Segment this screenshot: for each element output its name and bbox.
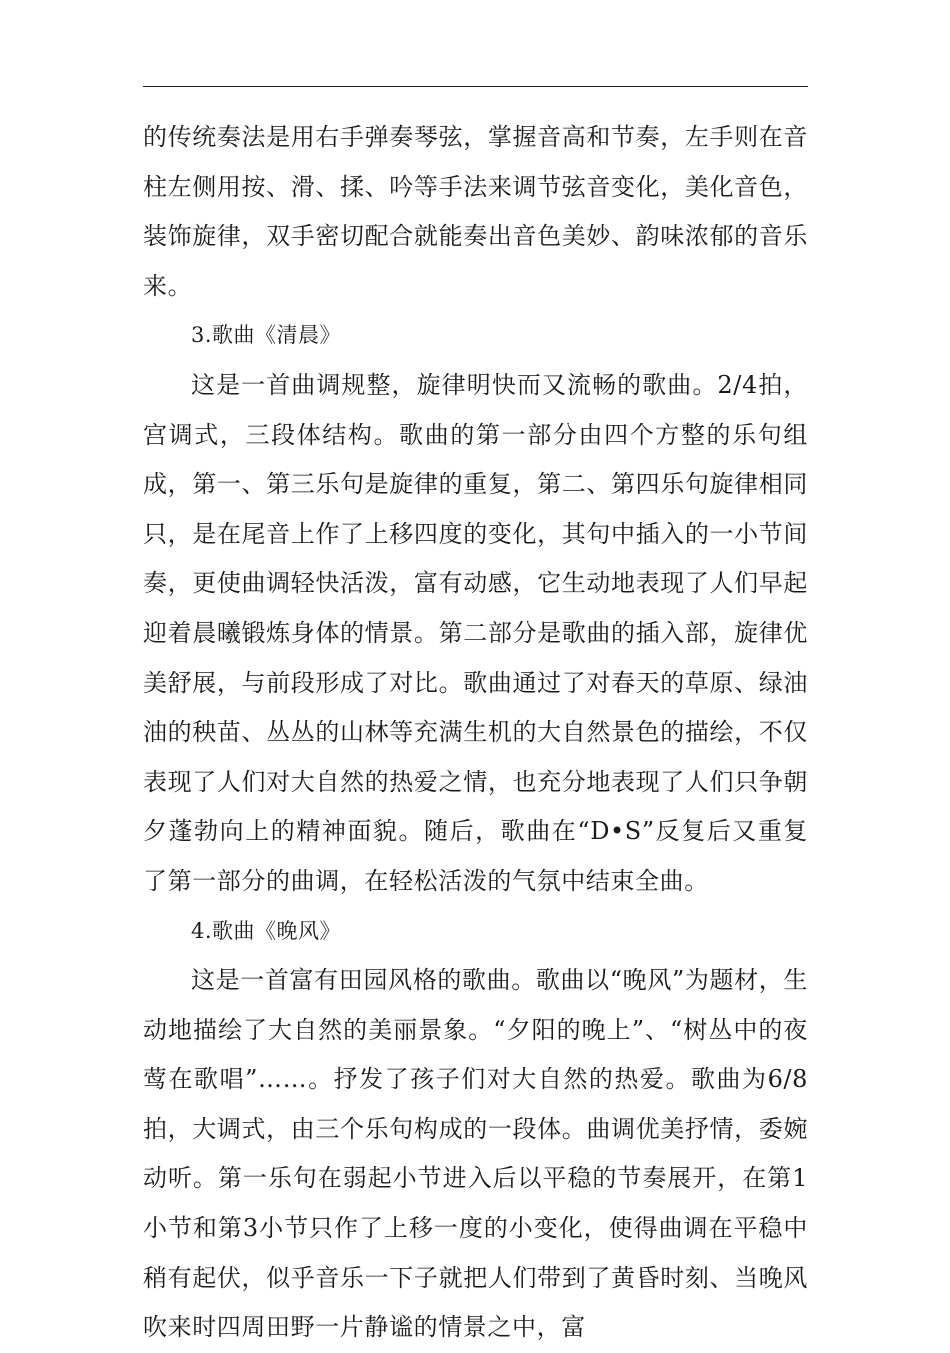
paragraph-pipa-technique: 的传统奏法是用右手弹奏琴弦，掌握音高和节奏，左手则在音柱左侧用按、滑、揉、吟等手法来调节弦音变化，美化音色，装饰旋律，双手密切配合就能奏出音色美妙、韵味浓郁的音乐来。: [143, 123, 808, 300]
paragraph-wanfeng: 这是一首富有田园风格的歌曲。歌曲以“晚风”为题材，生动地描绘了大自然的美丽景象。“夕阳的晚上”、“树丛中的夜莺在歌唱”……。抒发了孩子们对大自然的热爱。歌曲为6/8拍，大调式，由三个乐句构成的一段体。曲调优美抒情，委婉动听。第一乐句在弱起小节进入后以平稳的节奏展开，在第1小节和第3小节只作了上移一度的小变化，使得曲调在平稳中稍有起伏，似乎音乐一下子就把人们带到了黄昏时刻、当晚风吹来时四周田野一片静谧的情景之中，富: [143, 966, 808, 1342]
header-rule: [143, 86, 808, 87]
section-heading-wanfeng: 4.歌曲《晚风》: [191, 918, 342, 943]
paragraph-qingchen: 这是一首曲调规整，旋律明快而又流畅的歌曲。2/4拍，宫调式，三段体结构。歌曲的第一部分由四个方整的乐句组成，第一、第三乐句是旋律的重复，第二、第四乐句旋律相同只，是在尾音上作了上移四度的变化，其句中插入的一小节间奏，更使曲调轻快活泼，富有动感，它生动地表现了人们早起迎着晨曦锻炼身体的情景。第二部分是歌曲的插入部，旋律优美舒展，与前段形成了对比。歌曲通过了对春天的草原、绿油油的秧苗、丛丛的山林等充满生机的大自然景色的描绘，不仅表现了人们对大自然的热爱之情，也充分地表现了人们只争朝夕蓬勃向上的精神面貌。随后，歌曲在“D•S”反复后又重复了第一部分的曲调，在轻松活泼的气氛中结束全曲。: [143, 370, 808, 895]
section-heading-qingchen: 3.歌曲《清晨》: [191, 323, 342, 348]
document-body: [143, 113, 808, 1353]
